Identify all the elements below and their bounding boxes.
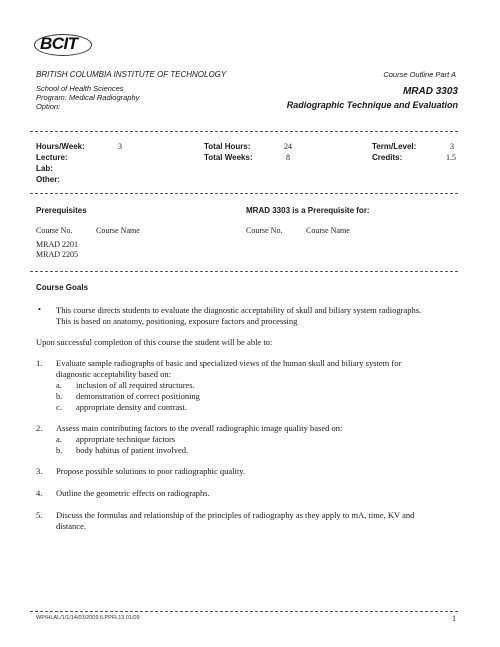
footer-path: WP/HLAL/1/1/14/03/2009 ILPPFL13 01/09 <box>36 615 140 621</box>
divider <box>30 271 458 272</box>
sub-text: inclusion of all required structures. <box>76 380 195 390</box>
outcome-number: 4. <box>36 488 43 498</box>
total-hours-label: Total Hours: <box>204 142 251 151</box>
sub-letter: c. <box>56 402 62 412</box>
goal-bullet-text: This is based on anatomy, positioning, exposure factors and processing <box>56 316 298 326</box>
logo-text: BCIT <box>40 34 78 53</box>
course-code: MRAD 3303 <box>402 86 458 97</box>
lecture-label: Lecture: <box>36 153 68 162</box>
outcome-number: 5. <box>36 510 43 520</box>
col-course-no: Course No. <box>36 226 73 235</box>
bullet-icon: • <box>38 304 41 314</box>
divider <box>30 193 458 194</box>
outcome-text: diagnostic acceptability based on: <box>56 369 171 379</box>
sub-letter: b. <box>56 445 63 455</box>
divider <box>30 131 458 132</box>
outcome-number: 3. <box>36 466 43 476</box>
col-course-no-2: Course No. <box>246 226 283 235</box>
total-weeks-label: Total Weeks: <box>204 153 253 162</box>
outcome-text: Assess main contributing factors to the overall radiographic image quality based on: <box>56 423 343 433</box>
hours-week-label: Hours/Week: <box>36 142 85 151</box>
prereq-course: MRAD 2201 <box>36 240 79 249</box>
goals-heading: Course Goals <box>36 283 89 292</box>
col-course-name: Course Name <box>96 226 140 235</box>
institute-name: BRITISH COLUMBIA INSTITUTE OF TECHNOLOGY <box>36 70 227 79</box>
sub-letter: b. <box>56 391 63 401</box>
outcome-number: 2. <box>36 423 43 433</box>
total-weeks-value: 8 <box>286 153 290 162</box>
bcit-logo <box>34 32 92 56</box>
outcome-text: Propose possible solutions to poor radiographic quality. <box>56 466 246 476</box>
term-label: Term/Level: <box>372 142 417 151</box>
page-number: 1 <box>452 614 456 623</box>
sub-letter: a. <box>56 434 62 444</box>
col-course-name-2: Course Name <box>306 226 350 235</box>
outline-part: Course Outline Part A <box>383 70 456 79</box>
goal-bullet-text: This course directs students to evaluate the diagnostic acceptability of skull and biliary system radiographs. <box>56 305 422 315</box>
total-hours-value: 24 <box>284 142 292 151</box>
course-title: Radiographic Technique and Evaluation <box>286 100 458 110</box>
outcome-text: distance. <box>56 521 86 531</box>
prereq-heading: Prerequisites <box>36 206 87 215</box>
term-value: 3 <box>450 142 454 151</box>
outcome-text: Evaluate sample radiographs of basic and specialized views of the human skull and biliary system for <box>56 358 402 368</box>
sub-text: appropriate technique factors <box>76 434 176 444</box>
footer-divider <box>30 611 458 612</box>
is-prereq-heading: MRAD 3303 is a Prerequisite for: <box>246 206 370 215</box>
other-label: Other: <box>36 175 60 184</box>
prereq-course: MRAD 2205 <box>36 250 79 259</box>
option-label: Option: <box>36 102 61 111</box>
sub-text: demonstration of correct positioning <box>76 391 200 401</box>
sub-text: body habitus of patient involved. <box>76 445 189 455</box>
sub-letter: a. <box>56 380 62 390</box>
outcome-text: Outline the geometric effects on radiographs. <box>56 488 210 498</box>
outcome-text: Discuss the formulas and relationship of the principles of radiography as they apply to mA, time, KV and <box>56 510 415 520</box>
outcomes-intro: Upon successful completion of this course the student will be able to: <box>36 337 273 347</box>
outcome-number: 1. <box>36 358 43 368</box>
credits-value: 1.5 <box>446 153 456 162</box>
lab-label: Lab: <box>36 164 53 173</box>
sub-text: appropriate density and contrast. <box>76 402 187 412</box>
program-name: Program: Medical Radiography <box>36 93 140 102</box>
school-name: School of Health Sciences <box>36 84 124 93</box>
hours-week-value: 3 <box>118 142 122 151</box>
credits-label: Credits: <box>372 153 403 162</box>
